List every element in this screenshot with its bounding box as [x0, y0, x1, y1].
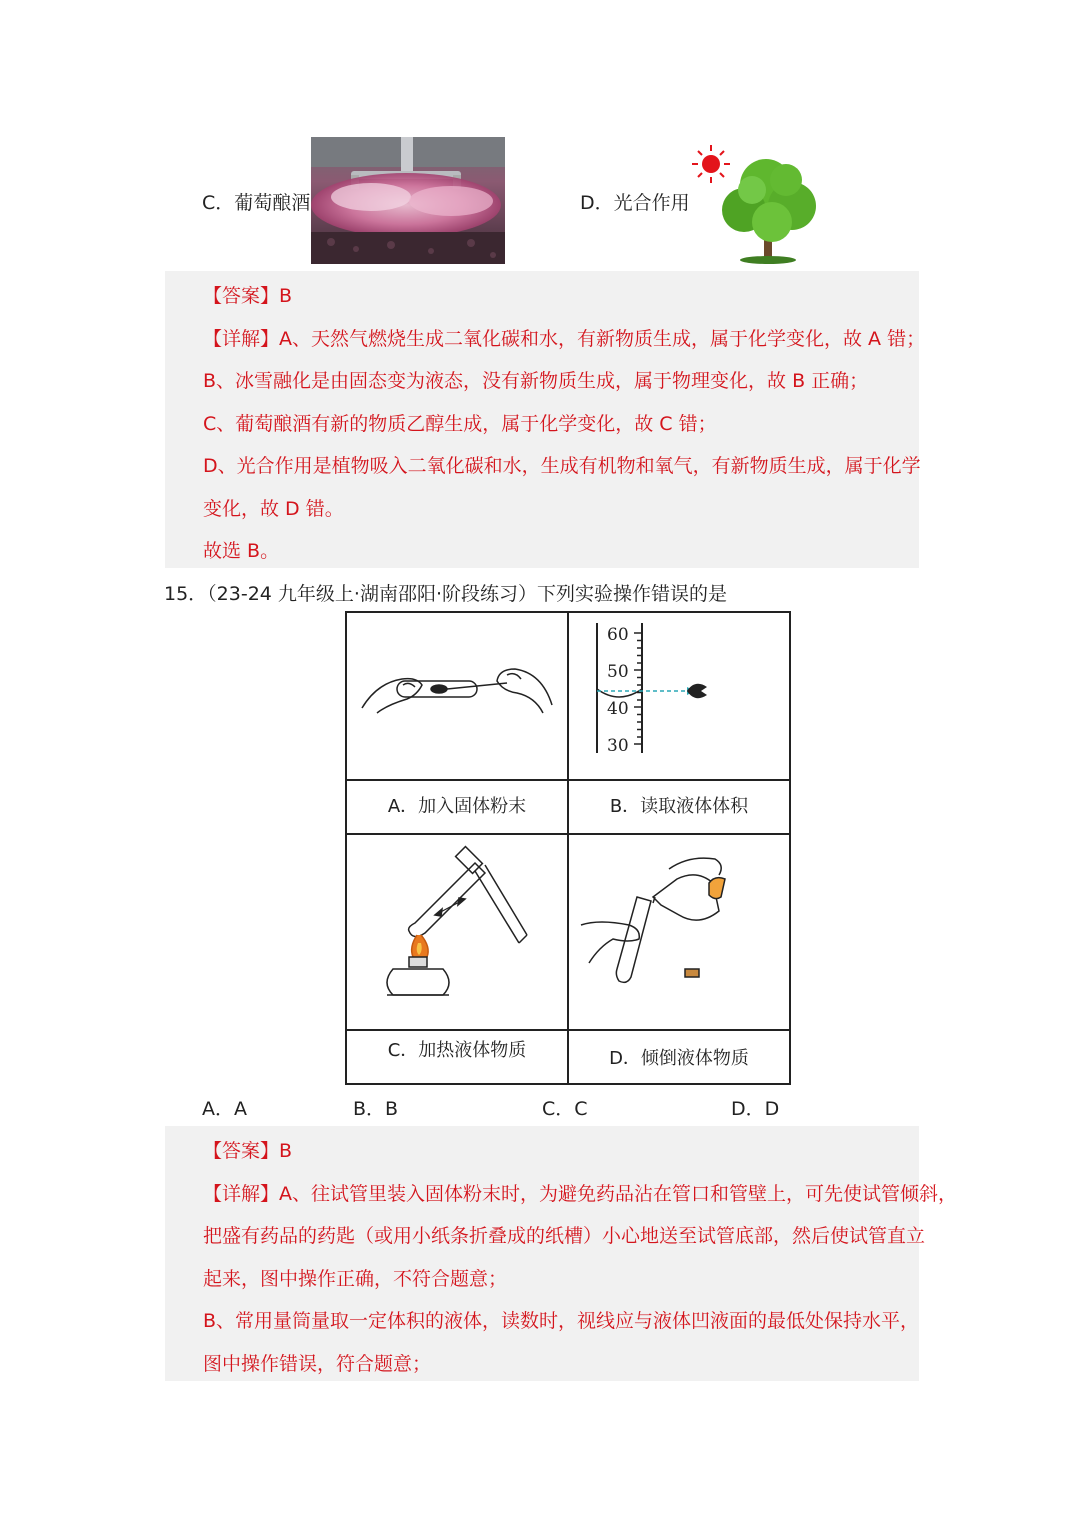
tick-label: 40: [607, 699, 629, 719]
sun-icon: [692, 145, 730, 183]
choice-b: B．B: [353, 1098, 399, 1120]
answer-2: 【答案】B: [203, 1140, 293, 1162]
photosynthesis-image: [688, 140, 822, 264]
answer-box-1: [165, 271, 926, 568]
answer-1-line: D、光合作用是植物吸入二氧化碳和水，生成有机物和氧气，有新物质生成，属于化学: [203, 455, 921, 477]
heating-liquid-illustration: [347, 835, 567, 1029]
tick-label: 30: [607, 736, 629, 756]
answer-1-line: C、葡萄酿酒有新的物质乙醇生成，属于化学变化，故 C 错；: [203, 413, 717, 435]
experiment-table: [345, 611, 791, 1085]
choice-c: C．C: [542, 1098, 588, 1120]
caption-a: A．加入固体粉末: [387, 796, 527, 817]
answer-2-line: 【详解】A、往试管里装入固体粉末时，为避免药品沾在管口和管壁上，可先使试管倾斜，: [203, 1183, 957, 1205]
answer-2-line: 把盛有药品的药匙（或用小纸条折叠成的纸槽）小心地送至试管底部，然后使试管直立: [203, 1225, 926, 1247]
option-c-label: C．葡萄酿酒: [202, 192, 311, 214]
option-d-label: D．光合作用: [580, 192, 690, 214]
caption-c: C．加热液体物质: [387, 1040, 527, 1061]
choice-a: A．A: [202, 1098, 247, 1120]
answer-1-line: 故选 B。: [203, 540, 280, 562]
caption-d: D．倾倒液体物质: [609, 1048, 749, 1069]
answer-2-line: 图中操作错误，符合题意；: [203, 1353, 432, 1375]
answer-1-line: 变化，故 D 错。: [203, 498, 344, 520]
pouring-liquid-illustration: [569, 835, 789, 1029]
answer-1: 【答案】B: [203, 285, 293, 307]
caption-b: B．读取液体体积: [609, 796, 749, 817]
tick-label: 60: [607, 625, 629, 645]
answer-2-line: 起来，图中操作正确，不符合题意；: [203, 1268, 508, 1290]
eye-icon: [687, 684, 707, 698]
tick-label: 50: [607, 662, 629, 682]
answer-1-line: B、冰雪融化是由固态变为液态，没有新物质生成，属于物理变化，故 B 正确；: [203, 370, 869, 392]
adding-powder-illustration: [347, 613, 567, 779]
answer-box-2: [165, 1126, 957, 1381]
choice-d: D．D: [731, 1098, 780, 1120]
wine-making-photo: [311, 137, 505, 264]
tree-icon: [722, 159, 816, 264]
answer-1-line: 【详解】A、天然气燃烧生成二氧化碳和水，有新物质生成，属于化学变化，故 A 错；: [203, 328, 926, 350]
question-15-text: 15．（23-24 九年级上·湖南邵阳·阶段练习）下列实验操作错误的是: [164, 583, 728, 605]
answer-2-line: B、常用量筒量取一定体积的液体，读数时，视线应与液体凹液面的最低处保持水平，: [203, 1310, 920, 1332]
graduated-cylinder-illustration: [569, 613, 789, 779]
